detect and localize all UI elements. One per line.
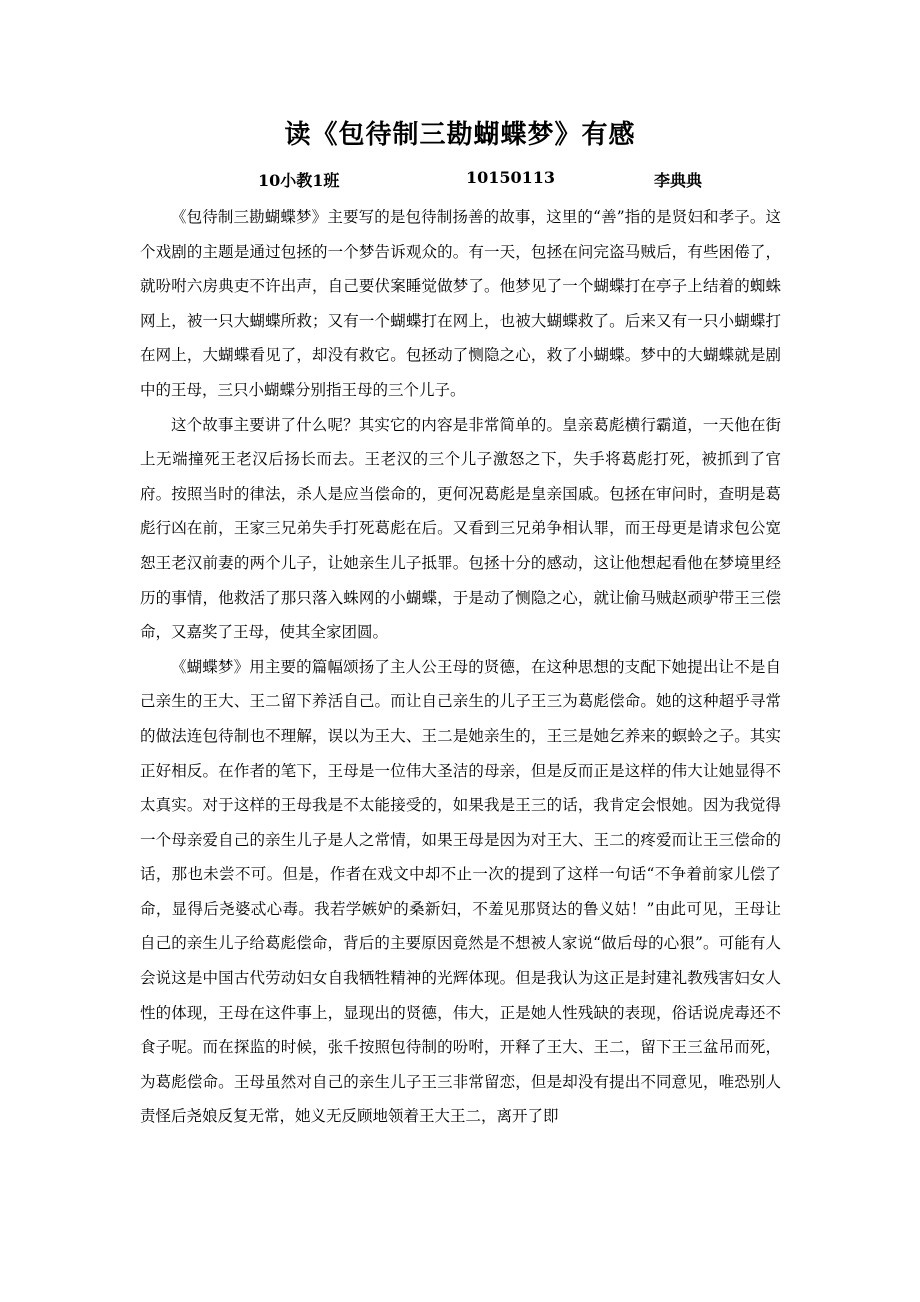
byline-class: 10小教1班	[258, 171, 340, 190]
document-body	[140, 200, 781, 1134]
byline-author: 李典典	[654, 171, 703, 190]
document-title: 读《包待制三勘蝴蝶梦》有感	[284, 120, 636, 150]
paragraph-2: 这个故事主要讲了什么呢？其实它的内容是非常简单的。皇亲葛彪横行霸道，一天他在街上无端撞死王老汉后扬长而去。王老汉的三个儿子激怒之下，失手将葛彪打死，被抓到了官府。按照当时的律法，杀人是应当偿命的，更何况葛彪是皇亲国戚。包拯在审问时，查明是葛彪行凶在前，王家三兄弟失手打死葛彪在后。又看到三兄弟争相认罪，而王母更是请求包公宽恕王老汉前妻的两个儿子，让她亲生儿子抵罪。包拯十分的感动，这让他想起看他在梦境里经历的事情，他救活了那只落入蛛网的小蝴蝶，于是动了恻隐之心，就让偷马贼赵顽驴带王三偿命，又嘉奖了王母，使其全家团圆。	[140, 415, 781, 642]
paragraph-3: 《蝴蝶梦》用主要的篇幅颂扬了主人公王母的贤德，在这种思想的支配下她提出让不是自己亲生的王大、王二留下养活自己。而让自己亲生的儿子王三为葛彪偿命。她的这种超乎寻常的做法连包待制也不理解，误以为王大、王二是她亲生的，王三是她乞养来的螟蛉之子。其实正好相反。在作者的笔下，王母是一位伟大圣洁的母亲，但是反而正是这样的伟大让她显得不太真实。对于这样的王母我是不太能接受的，如果我是王三的话，我肯定会恨她。因为我觉得一个母亲爱自己的亲生儿子是人之常情，如果王母是因为对王大、王二的疼爱而让王三偿命的话，那也未尝不可。但是，作者在戏文中却不止一次的提到了这样一句话“不争着前家儿偿了命，显得后尧婆忒心毒。我若学嫉妒的桑新妇，不羞见那贤达的鲁义姑！”由此可见，王母让自己的亲生儿子给葛彪偿命，背后的主要原因竟然是不想被人家说“做后母的心狠”。可能有人会说这是中国古代劳动妇女自我牺牲精神的光辉体现。但是我认为这正是封建礼教残害妇女人性的体现，王母在这件事上，显现出的贤德，伟大，正是她人性残缺的表现，俗话说虎毒还不食子呢。而在探监的时候，张千按照包待制的吩咐，开释了王大、王二，留下王三盆吊而死，为葛彪偿命。王母虽然对自己的亲生儿子王三非常留恋，但是却没有提出不同意见，唯恐别人责怪后尧娘反复无常，她义无反顾地领着王大王二，离开了即	[140, 657, 781, 1126]
byline	[0, 168, 920, 192]
byline-student-id: 10150113	[466, 168, 556, 187]
paragraph-1: 《包待制三勘蝴蝶梦》主要写的是包待制扬善的故事，这里的“善”指的是贤妇和孝子。这个戏剧的主题是通过包拯的一个梦告诉观众的。有一天，包拯在问完盗马贼后，有些困倦了，就吩咐六房典吏不许出声，自己要伏案睡觉做梦了。他梦见了一个蝴蝶打在亭子上结着的蜘蛛网上，被一只大蝴蝶所救；又有一个蝴蝶打在网上，也被大蝴蝶救了。后来又有一只小蝴蝶打在网上，大蝴蝶看见了，却没有救它。包拯动了恻隐之心，救了小蝴蝶。梦中的大蝴蝶就是剧中的王母，三只小蝴蝶分别指王母的三个儿子。	[140, 208, 781, 399]
